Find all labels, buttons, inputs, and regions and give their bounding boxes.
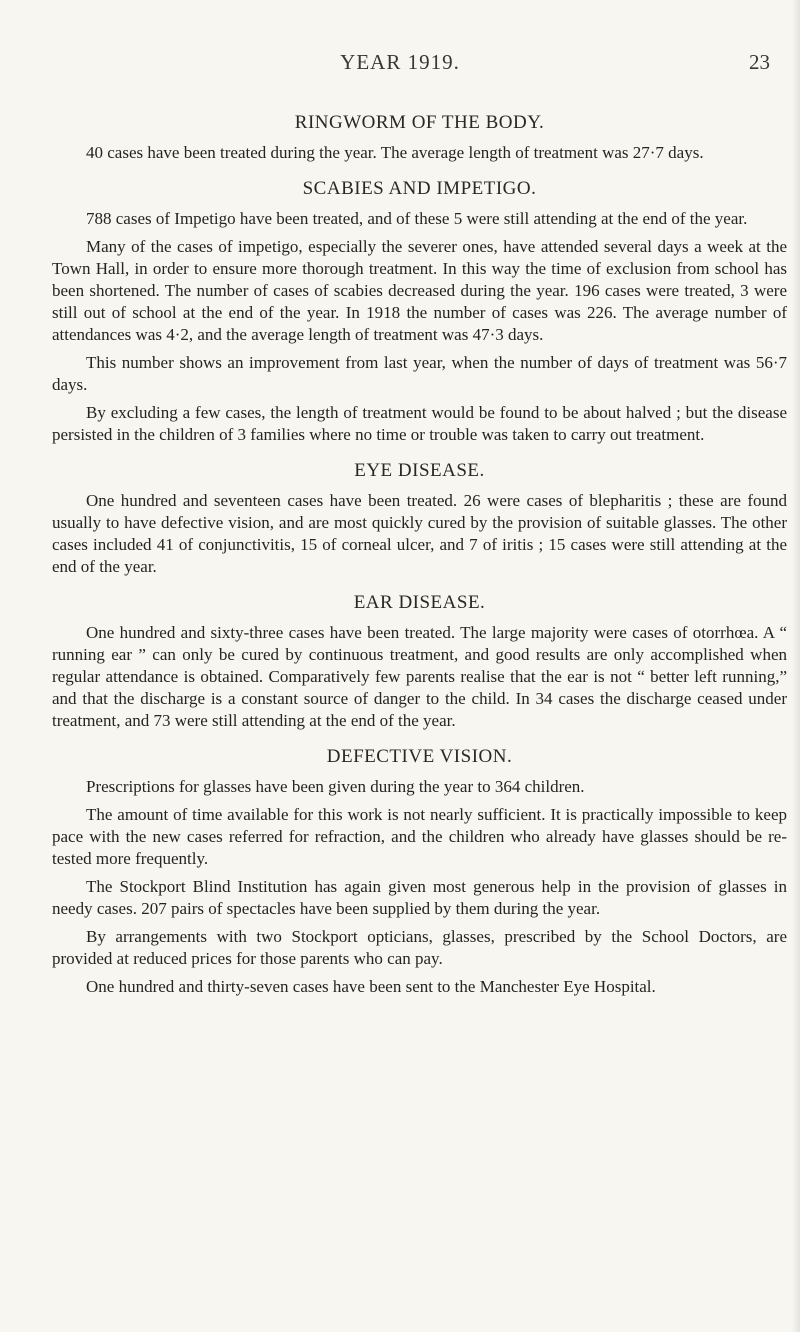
page-header	[0, 50, 800, 80]
paragraph: The amount of time available for this work is not nearly sufficient. It is practically impossible to keep pace with the new cases referred for refraction, and the children who already have glasses should be re-tested more frequently.	[52, 805, 787, 868]
section-eye-disease	[52, 460, 787, 578]
section-title: SCABIES AND IMPETIGO.	[302, 178, 537, 199]
paragraph: One hundred and sixty-three cases have been treated. The large majority were cases of otorrhœa. A “ running ear ” can only be cured by continuous treatment, and good results are only accomplished when regular attendance is obtained. Comparatively few parents realise that the ear is not “ better left running,” and that the discharge is a constant source of danger to the child. In 34 cases the discharge ceased under treatment, and 73 were still attending at the end of the year.	[52, 623, 787, 730]
paragraph: Prescriptions for glasses have been given during the year to 364 children.	[86, 777, 585, 796]
paragraph: One hundred and seventeen cases have been treated. 26 were cases of blepharitis ; these are found usually to have defective vision, and are most quickly cured by the provision of suitable glasses. The other cases included 41 of conjunctivitis, 15 of corneal ulcer, and 7 of iritis ; 15 cases were still attending at the end of the year.	[52, 491, 787, 576]
section-ear-disease	[52, 592, 787, 732]
section-scabies-impetigo	[52, 178, 787, 446]
paragraph: By excluding a few cases, the length of treatment would be found to be about halved ; but the disease persisted in the children of 3 families where no time or trouble was taken to carry out treatment.	[52, 403, 787, 444]
paragraph: This number shows an improvement from last year, when the number of days of treatment was 56·7 days.	[52, 353, 787, 394]
page-body	[52, 112, 787, 1012]
page-edge-shadow	[792, 0, 800, 1332]
section-defective-vision	[52, 746, 787, 998]
paragraph: Many of the cases of impetigo, especially the severer ones, have attended several days a week at the Town Hall, in order to ensure more thorough treatment. In this way the time of exclusion from school has been shortened. The number of cases of scabies decreased during the year. 196 cases were treated, 3 were still out of school at the end of the year. In 1918 the number of cases was 226. The average number of attendances was 4·2, and the average length of treatment was 47·3 days.	[52, 237, 787, 344]
section-title: EAR DISEASE.	[353, 592, 486, 613]
page-number: 23	[749, 50, 770, 74]
section-title: EYE DISEASE.	[354, 460, 485, 481]
paragraph: By arrangements with two Stockport opticians, glasses, prescribed by the School Doctors, are provided at reduced prices for those parents who can pay.	[52, 927, 787, 968]
paragraph: 788 cases of Impetigo have been treated, and of these 5 were still attending at the end of the year.	[86, 209, 748, 228]
paragraph: The Stockport Blind Institution has again given most generous help in the provision of glasses in needy cases. 207 pairs of spectacles have been supplied by them during the year.	[52, 877, 787, 918]
running-head: YEAR 1919.	[340, 50, 460, 74]
paragraph: One hundred and thirty-seven cases have been sent to the Manchester Eye Hospital.	[86, 977, 656, 996]
section-ringworm	[52, 112, 787, 164]
paragraph: 40 cases have been treated during the year. The average length of treatment was 27·7 days.	[86, 143, 704, 162]
section-title: DEFECTIVE VISION.	[326, 746, 513, 767]
section-title: RINGWORM OF THE BODY.	[294, 112, 545, 133]
